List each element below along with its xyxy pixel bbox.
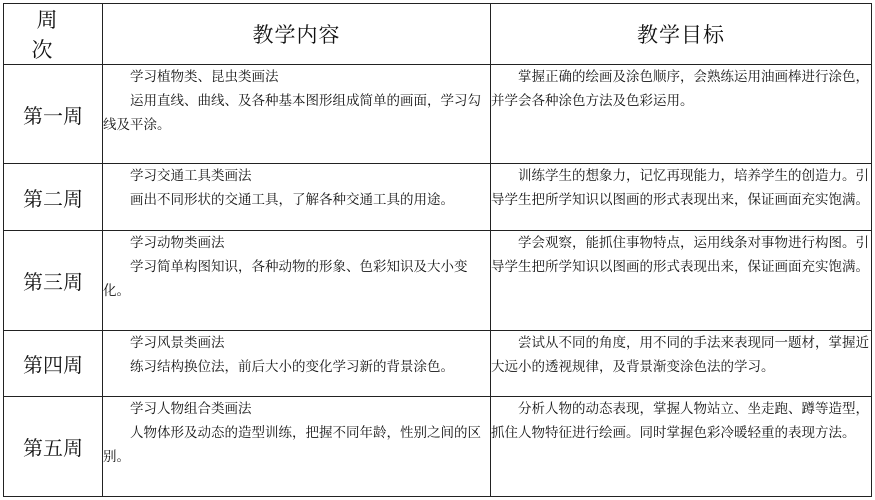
goal-cell [491,397,872,497]
content-title: 学习人物组合类画法 [130,401,252,418]
table-row [4,231,872,330]
content-body: 人物体形及动态的造型训练，把握不同年龄，性别之间的区别。 [103,425,481,466]
content-body: 练习结构换位法，前后大小的变化学习新的背景涂色。 [130,358,454,375]
header-goal: 教学目标 [491,4,872,65]
table-row [4,330,872,397]
content-cell [103,330,491,397]
table-row [4,397,872,497]
week-label: 第三周 [4,231,103,330]
goal-text: 训练学生的想象力，记忆再现能力，培养学生的创造力。引导学生把所学知识以图画的形式表现出来，保证画面充实饱满。 [491,168,869,209]
teaching-plan-table [3,3,872,497]
goal-text: 尝试从不同的角度，用不同的手法来表现同一题材，掌握近大远小的透视规律，及背景渐变涂色法的学习。 [491,334,869,375]
content-cell [103,164,491,231]
goal-cell [491,231,872,330]
content-title: 学习动物类画法 [130,235,225,252]
table-row [4,65,872,164]
content-title: 学习交通工具类画法 [130,168,252,185]
content-cell [103,65,491,164]
week-label: 第二周 [4,164,103,231]
content-title: 学习风景类画法 [130,334,225,351]
goal-text: 分析人物的动态表现，掌握人物站立、坐走跑、蹲等造型，抓住人物特征进行绘画。同时掌握色彩冷暖轻重的表现方法。 [491,401,869,442]
goal-cell [491,164,872,231]
content-body: 画出不同形状的交通工具，了解各种交通工具的用途。 [130,192,454,209]
content-title: 学习植物类、昆虫类画法 [130,69,279,85]
week-label: 第五周 [4,397,103,497]
content-body: 运用直线、曲线、及各种基本图形组成简单的画面，学习勾线及平涂。 [103,93,481,133]
goal-text: 掌握正确的绘画及涂色顺序，会熟练运用油画棒进行涂色，并学会各种涂色方法及色彩运用。 [491,69,869,109]
content-body: 学习简单构图知识，各种动物的形象、色彩知识及大小变化。 [103,259,468,300]
table-row [4,164,872,231]
content-cell [103,231,491,330]
header-content: 教学内容 [103,4,491,65]
week-label: 第四周 [4,330,103,397]
goal-text: 学会观察，能抓住事物特点，运用线条对事物进行构图。引导学生把所学知识以图画的形式表现出来，保证画面充实饱满。 [491,235,869,276]
goal-cell [491,330,872,397]
content-cell [103,397,491,497]
header-week: 周 次 [4,4,103,65]
goal-cell [491,65,872,164]
week-label: 第一周 [4,65,103,164]
table-header-row [4,4,872,65]
